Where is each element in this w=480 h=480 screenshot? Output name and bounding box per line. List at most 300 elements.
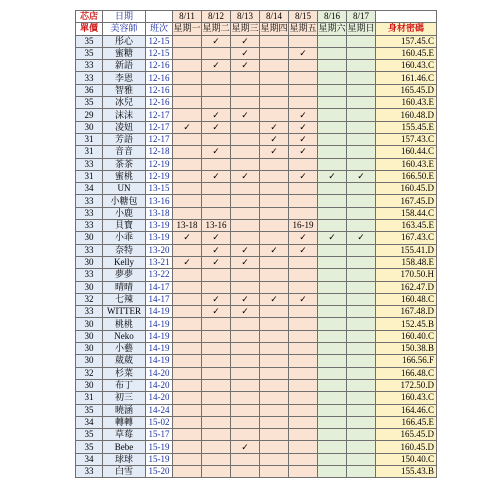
day-cell bbox=[173, 47, 202, 59]
table-row bbox=[76, 60, 437, 72]
price-cell: 30 bbox=[76, 121, 103, 133]
measurement-cell: 166.56.F bbox=[376, 355, 437, 367]
measurement-cell: 161.46.C bbox=[376, 72, 437, 84]
stylist-name-cell: 冰兒 bbox=[103, 97, 146, 109]
table-row bbox=[76, 465, 437, 477]
day-cell: ✓ bbox=[289, 244, 318, 256]
table-row bbox=[76, 220, 437, 232]
measurement-cell: 150.38.B bbox=[376, 343, 437, 355]
day-cell bbox=[318, 195, 347, 207]
day-cell bbox=[231, 355, 260, 367]
day-cell: 13-16 bbox=[202, 220, 231, 232]
price-cell: 32 bbox=[76, 367, 103, 379]
schedule-table bbox=[75, 10, 437, 478]
day-cell bbox=[202, 195, 231, 207]
price-cell: 35 bbox=[76, 404, 103, 416]
table-row bbox=[76, 293, 437, 305]
day-cell bbox=[318, 146, 347, 158]
day-cell bbox=[318, 404, 347, 416]
measurement-cell: 163.45.E bbox=[376, 220, 437, 232]
day-cell bbox=[260, 47, 289, 59]
day-cell: ✓ bbox=[173, 232, 202, 244]
day-cell: ✓ bbox=[260, 146, 289, 158]
shift-cell: 14-19 bbox=[146, 330, 173, 342]
shift-cell: 15-19 bbox=[146, 453, 173, 465]
day-cell bbox=[173, 109, 202, 121]
stylist-name-cell: 夢夢 bbox=[103, 269, 146, 281]
day-cell: ✓ bbox=[173, 256, 202, 268]
day-cell bbox=[260, 330, 289, 342]
shift-cell: 13-20 bbox=[146, 244, 173, 256]
price-cell: 34 bbox=[76, 416, 103, 428]
table-row bbox=[76, 84, 437, 96]
day-cell bbox=[260, 318, 289, 330]
header-row-dates bbox=[76, 11, 437, 23]
shift-cell: 15-19 bbox=[146, 441, 173, 453]
day-cell bbox=[289, 35, 318, 47]
day-cell bbox=[289, 429, 318, 441]
shift-cell: 13-15 bbox=[146, 183, 173, 195]
day-cell bbox=[318, 293, 347, 305]
day-cell: ✓ bbox=[173, 121, 202, 133]
day-cell bbox=[260, 183, 289, 195]
price-cell: 31 bbox=[76, 146, 103, 158]
day-cell bbox=[289, 367, 318, 379]
header-row-weekdays bbox=[76, 23, 437, 35]
day-cell bbox=[260, 281, 289, 293]
measurement-cell: 167.45.D bbox=[376, 195, 437, 207]
table-row bbox=[76, 429, 437, 441]
price-cell: 33 bbox=[76, 465, 103, 477]
day-cell bbox=[347, 72, 376, 84]
table-row bbox=[76, 453, 437, 465]
day-cell bbox=[289, 404, 318, 416]
day-cell bbox=[260, 84, 289, 96]
day-cell bbox=[260, 367, 289, 379]
shift-cell: 14-17 bbox=[146, 281, 173, 293]
day-cell bbox=[347, 404, 376, 416]
day-cell bbox=[173, 453, 202, 465]
table-row bbox=[76, 133, 437, 145]
day-cell bbox=[202, 416, 231, 428]
day-cell: ✓ bbox=[202, 256, 231, 268]
measurement-cell: 164.46.C bbox=[376, 404, 437, 416]
day-cell bbox=[347, 355, 376, 367]
day-cell bbox=[173, 367, 202, 379]
day-cell bbox=[173, 441, 202, 453]
day-cell bbox=[289, 355, 318, 367]
day-cell bbox=[173, 84, 202, 96]
measurement-label: 身材密碼 bbox=[376, 23, 437, 35]
day-cell bbox=[260, 306, 289, 318]
table-row bbox=[76, 146, 437, 158]
day-cell bbox=[289, 183, 318, 195]
table-row bbox=[76, 367, 437, 379]
day-cell bbox=[260, 170, 289, 182]
price-cell: 36 bbox=[76, 84, 103, 96]
day-cell bbox=[260, 232, 289, 244]
day-cell bbox=[260, 404, 289, 416]
measurement-cell: 155.43.B bbox=[376, 465, 437, 477]
day-cell: ✓ bbox=[289, 293, 318, 305]
day-cell bbox=[347, 379, 376, 391]
shift-cell: 13-18 bbox=[146, 207, 173, 219]
day-cell bbox=[347, 392, 376, 404]
day-cell bbox=[202, 47, 231, 59]
day-cell bbox=[318, 244, 347, 256]
day-cell bbox=[231, 232, 260, 244]
day-cell bbox=[347, 416, 376, 428]
day-cell bbox=[318, 121, 347, 133]
day-cell bbox=[202, 429, 231, 441]
day-cell bbox=[202, 453, 231, 465]
day-cell bbox=[318, 72, 347, 84]
day-cell bbox=[347, 109, 376, 121]
table-row bbox=[76, 207, 437, 219]
day-cell: ✓ bbox=[231, 441, 260, 453]
price-cell: 30 bbox=[76, 379, 103, 391]
table-row bbox=[76, 232, 437, 244]
price-cell: 30 bbox=[76, 330, 103, 342]
day-cell: ✓ bbox=[202, 146, 231, 158]
day-cell bbox=[347, 269, 376, 281]
price-cell: 34 bbox=[76, 183, 103, 195]
day-cell bbox=[347, 465, 376, 477]
day-cell bbox=[289, 306, 318, 318]
measurement-cell: 166.48.C bbox=[376, 367, 437, 379]
price-cell: 35 bbox=[76, 97, 103, 109]
day-cell bbox=[231, 330, 260, 342]
price-cell: 34 bbox=[76, 453, 103, 465]
stylist-name-cell: 小鹿 bbox=[103, 207, 146, 219]
day-cell bbox=[318, 441, 347, 453]
weekday-cell: 星期日 bbox=[347, 23, 375, 34]
stylist-name-cell: 新語 bbox=[103, 60, 146, 72]
price-cell: 33 bbox=[76, 220, 103, 232]
price-cell: 33 bbox=[76, 244, 103, 256]
day-cell bbox=[318, 269, 347, 281]
day-cell bbox=[231, 183, 260, 195]
day-cell bbox=[231, 72, 260, 84]
day-cell bbox=[289, 330, 318, 342]
day-cell: ✓ bbox=[289, 47, 318, 59]
shift-cell: 12-15 bbox=[146, 47, 173, 59]
day-cell bbox=[347, 429, 376, 441]
day-cell bbox=[202, 84, 231, 96]
day-cell bbox=[231, 158, 260, 170]
price-cell: 30 bbox=[76, 281, 103, 293]
day-cell bbox=[260, 269, 289, 281]
day-cell bbox=[347, 84, 376, 96]
table-row bbox=[76, 97, 437, 109]
day-cell bbox=[260, 453, 289, 465]
day-cell bbox=[318, 60, 347, 72]
day-cell bbox=[347, 441, 376, 453]
shift-cell: 14-19 bbox=[146, 306, 173, 318]
day-cell bbox=[202, 379, 231, 391]
day-cell bbox=[347, 244, 376, 256]
stylist-name-cell: 葳葳 bbox=[103, 355, 146, 367]
weekday-cell: 星期三 bbox=[231, 23, 259, 34]
day-cell bbox=[231, 220, 260, 232]
day-cell bbox=[173, 183, 202, 195]
day-cell: ✓ bbox=[289, 109, 318, 121]
price-cell: 35 bbox=[76, 429, 103, 441]
measurement-cell: 160.45.E bbox=[376, 47, 437, 59]
day-cell: ✓ bbox=[347, 232, 376, 244]
day-cell bbox=[318, 35, 347, 47]
day-cell: ✓ bbox=[202, 170, 231, 182]
day-cell bbox=[260, 392, 289, 404]
day-cell bbox=[289, 269, 318, 281]
day-cell bbox=[231, 343, 260, 355]
day-cell: ✓ bbox=[260, 244, 289, 256]
stylist-name-cell: Kelly bbox=[103, 256, 146, 268]
shift-cell: 12-17 bbox=[146, 133, 173, 145]
day-cell: ✓ bbox=[289, 146, 318, 158]
measurement-cell: 150.40.C bbox=[376, 453, 437, 465]
day-cell bbox=[260, 195, 289, 207]
stylist-name-cell: 杉菜 bbox=[103, 367, 146, 379]
day-cell bbox=[347, 293, 376, 305]
measurement-cell: 157.45.C bbox=[376, 35, 437, 47]
shift-cell: 14-20 bbox=[146, 379, 173, 391]
shift-cell: 12-15 bbox=[146, 35, 173, 47]
measurement-cell: 166.45.E bbox=[376, 416, 437, 428]
day-cell bbox=[173, 195, 202, 207]
date-label: 日期 bbox=[103, 11, 146, 23]
day-cell bbox=[231, 367, 260, 379]
shift-cell: 15-20 bbox=[146, 465, 173, 477]
day-cell: 16-19 bbox=[289, 220, 318, 232]
stylist-name-cell: 奈特 bbox=[103, 244, 146, 256]
day-cell: ✓ bbox=[231, 60, 260, 72]
day-cell bbox=[231, 404, 260, 416]
day-cell bbox=[318, 158, 347, 170]
day-cell bbox=[260, 343, 289, 355]
weekday-cell: 星期六 bbox=[318, 23, 346, 34]
price-cell: 30 bbox=[76, 355, 103, 367]
day-cell bbox=[173, 146, 202, 158]
price-cell: 32 bbox=[76, 293, 103, 305]
day-cell: ✓ bbox=[231, 293, 260, 305]
price-cell: 31 bbox=[76, 170, 103, 182]
day-cell bbox=[318, 416, 347, 428]
day-cell bbox=[289, 72, 318, 84]
day-cell: ✓ bbox=[347, 170, 376, 182]
shift-cell: 14-24 bbox=[146, 404, 173, 416]
day-cell: 13-18 bbox=[173, 220, 202, 232]
day-cell: ✓ bbox=[202, 60, 231, 72]
day-cell bbox=[202, 404, 231, 416]
stylist-name-cell: 轉轉 bbox=[103, 416, 146, 428]
day-cell bbox=[318, 367, 347, 379]
day-cell bbox=[260, 35, 289, 47]
day-cell bbox=[173, 244, 202, 256]
day-cell: ✓ bbox=[260, 293, 289, 305]
day-cell bbox=[202, 269, 231, 281]
measurement-cell: 162.47.D bbox=[376, 281, 437, 293]
day-cell bbox=[318, 392, 347, 404]
day-cell bbox=[231, 146, 260, 158]
table-row bbox=[76, 355, 437, 367]
measurement-cell: 167.48.D bbox=[376, 306, 437, 318]
measurement-cell: 160.43.E bbox=[376, 158, 437, 170]
measurement-cell: 160.48.C bbox=[376, 293, 437, 305]
stylist-name-cell: 小乖 bbox=[103, 232, 146, 244]
day-cell bbox=[260, 220, 289, 232]
stylist-label: 美容師 bbox=[103, 23, 146, 35]
day-cell bbox=[231, 416, 260, 428]
day-cell bbox=[231, 207, 260, 219]
day-cell bbox=[318, 183, 347, 195]
day-cell bbox=[173, 404, 202, 416]
stylist-name-cell: WITTER bbox=[103, 306, 146, 318]
day-cell bbox=[202, 367, 231, 379]
day-cell: ✓ bbox=[231, 35, 260, 47]
day-cell: ✓ bbox=[202, 306, 231, 318]
day-cell: ✓ bbox=[202, 232, 231, 244]
day-cell: ✓ bbox=[260, 133, 289, 145]
measurement-cell: 157.43.C bbox=[376, 133, 437, 145]
day-cell bbox=[347, 97, 376, 109]
day-cell bbox=[173, 355, 202, 367]
stylist-name-cell: 白雪 bbox=[103, 465, 146, 477]
table-row bbox=[76, 195, 437, 207]
shift-cell: 12-19 bbox=[146, 158, 173, 170]
day-cell bbox=[231, 392, 260, 404]
day-cell bbox=[289, 195, 318, 207]
day-cell bbox=[202, 207, 231, 219]
day-cell bbox=[260, 60, 289, 72]
measurement-cell: 158.44.C bbox=[376, 207, 437, 219]
shift-cell: 13-21 bbox=[146, 256, 173, 268]
price-cell: 35 bbox=[76, 441, 103, 453]
day-cell bbox=[347, 318, 376, 330]
day-cell bbox=[347, 146, 376, 158]
shift-cell: 13-22 bbox=[146, 269, 173, 281]
day-cell bbox=[173, 318, 202, 330]
day-cell bbox=[347, 453, 376, 465]
day-cell bbox=[347, 60, 376, 72]
day-cell bbox=[260, 416, 289, 428]
day-cell bbox=[318, 220, 347, 232]
shift-cell: 13-19 bbox=[146, 232, 173, 244]
day-cell bbox=[318, 379, 347, 391]
day-cell bbox=[173, 293, 202, 305]
day-cell bbox=[260, 207, 289, 219]
day-cell bbox=[202, 281, 231, 293]
day-cell bbox=[289, 392, 318, 404]
day-cell bbox=[347, 367, 376, 379]
day-cell bbox=[202, 330, 231, 342]
measurement-cell: 160.43.C bbox=[376, 60, 437, 72]
day-cell bbox=[260, 355, 289, 367]
measurement-cell: 155.45.E bbox=[376, 121, 437, 133]
measurement-cell: 165.45.D bbox=[376, 84, 437, 96]
price-cell: 30 bbox=[76, 343, 103, 355]
day-cell bbox=[318, 84, 347, 96]
day-cell bbox=[173, 35, 202, 47]
day-cell bbox=[318, 47, 347, 59]
day-cell bbox=[231, 453, 260, 465]
day-cell bbox=[347, 35, 376, 47]
day-cell bbox=[231, 84, 260, 96]
stylist-name-cell: 蜜桃 bbox=[103, 170, 146, 182]
shift-cell: 14-20 bbox=[146, 367, 173, 379]
day-cell bbox=[202, 183, 231, 195]
measurement-cell: 172.50.D bbox=[376, 379, 437, 391]
day-cell bbox=[289, 343, 318, 355]
day-cell bbox=[173, 269, 202, 281]
day-cell bbox=[231, 465, 260, 477]
day-cell bbox=[289, 207, 318, 219]
day-cell: ✓ bbox=[231, 306, 260, 318]
day-cell bbox=[173, 60, 202, 72]
shift-cell: 12-17 bbox=[146, 109, 173, 121]
day-cell bbox=[173, 207, 202, 219]
day-cell bbox=[173, 379, 202, 391]
table-row bbox=[76, 318, 437, 330]
shift-cell: 12-17 bbox=[146, 121, 173, 133]
table-row bbox=[76, 158, 437, 170]
stylist-name-cell: 芳語 bbox=[103, 133, 146, 145]
day-cell bbox=[318, 256, 347, 268]
table-row bbox=[76, 379, 437, 391]
day-cell bbox=[173, 465, 202, 477]
day-cell bbox=[202, 343, 231, 355]
day-cell: ✓ bbox=[289, 232, 318, 244]
stylist-name-cell: 布丁 bbox=[103, 379, 146, 391]
price-label: 單價 bbox=[76, 23, 103, 35]
day-cell bbox=[231, 269, 260, 281]
day-cell bbox=[173, 392, 202, 404]
day-cell: ✓ bbox=[231, 47, 260, 59]
day-cell bbox=[173, 281, 202, 293]
stylist-name-cell: UN bbox=[103, 183, 146, 195]
day-cell bbox=[289, 84, 318, 96]
day-cell bbox=[347, 343, 376, 355]
day-cell bbox=[289, 318, 318, 330]
day-cell bbox=[231, 429, 260, 441]
day-cell bbox=[260, 109, 289, 121]
table-row bbox=[76, 306, 437, 318]
day-cell bbox=[347, 207, 376, 219]
measurement-cell: 160.45.D bbox=[376, 441, 437, 453]
day-cell bbox=[231, 121, 260, 133]
shift-cell: 12-16 bbox=[146, 97, 173, 109]
day-cell bbox=[318, 330, 347, 342]
header-blank bbox=[376, 11, 437, 23]
price-cell: 33 bbox=[76, 306, 103, 318]
day-cell bbox=[289, 453, 318, 465]
day-cell bbox=[347, 306, 376, 318]
day-cell bbox=[260, 465, 289, 477]
day-cell bbox=[289, 281, 318, 293]
shift-cell: 12-18 bbox=[146, 146, 173, 158]
stylist-name-cell: 球球 bbox=[103, 453, 146, 465]
day-cell: ✓ bbox=[202, 35, 231, 47]
price-cell: 33 bbox=[76, 158, 103, 170]
day-cell bbox=[173, 416, 202, 428]
day-cell bbox=[289, 256, 318, 268]
day-cell bbox=[173, 72, 202, 84]
day-cell bbox=[260, 379, 289, 391]
day-cell bbox=[260, 429, 289, 441]
day-cell bbox=[231, 318, 260, 330]
price-cell: 31 bbox=[76, 392, 103, 404]
day-cell bbox=[173, 330, 202, 342]
